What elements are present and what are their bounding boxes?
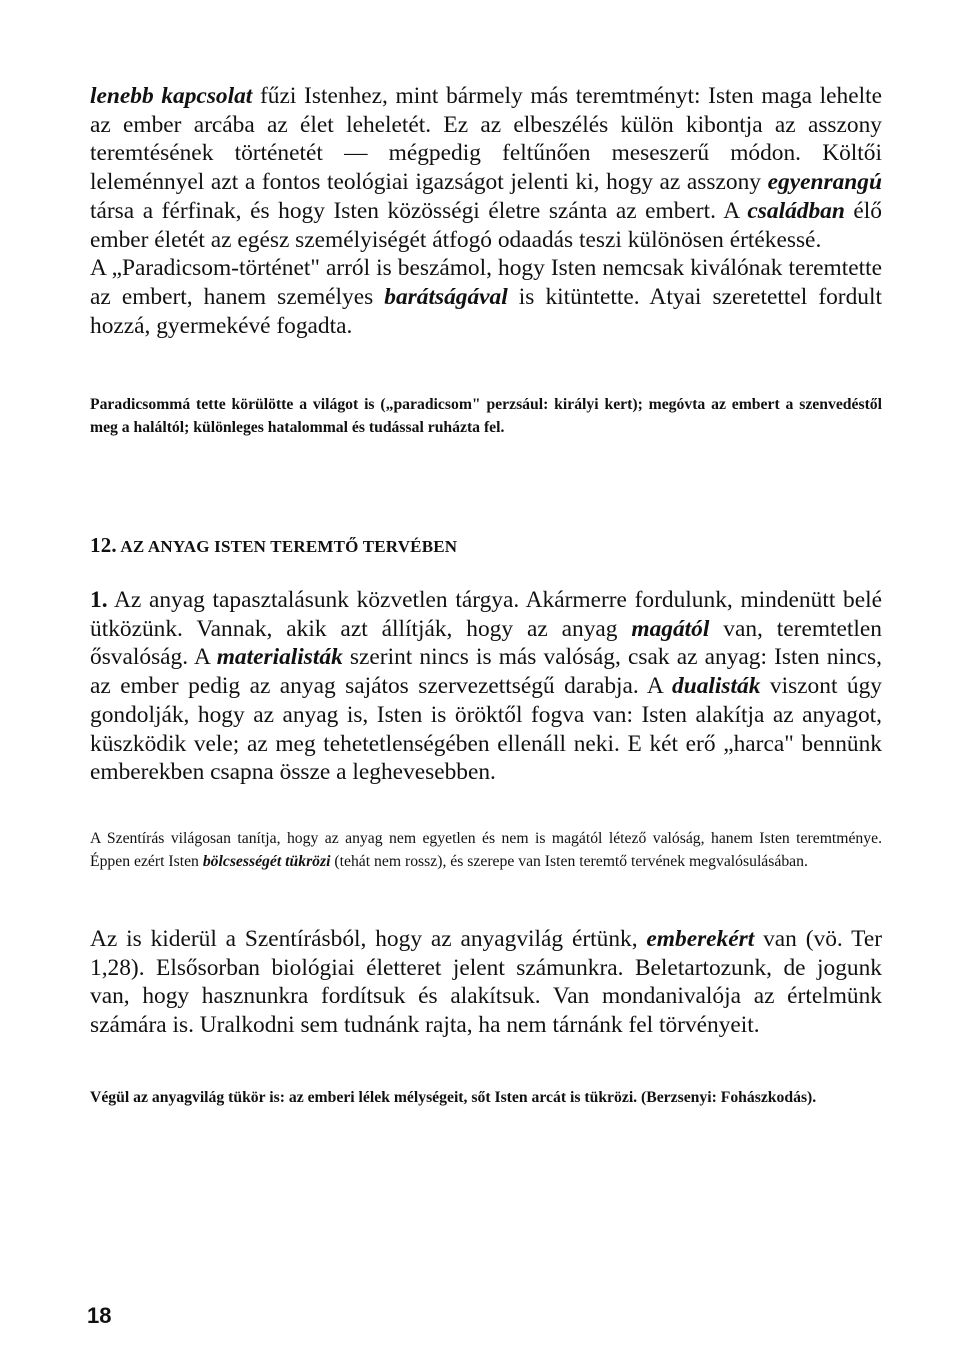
section-number: 12. — [90, 533, 117, 557]
text-run: Az anyag tapasztalásunk közvetlen tárgya. Akármerre fordulunk, mindenütt belé ütközünk. Vannak, akik azt állítják, hogy az anyag — [90, 587, 882, 642]
italic-phrase: magától — [631, 615, 710, 642]
italic-phrase: barátságával — [384, 283, 508, 310]
text-run: A Szentírás világosan tanítja, hogy az anyag nem egyetlen és nem is magától létező valóság, hanem Isten teremtménye. Éppen ezért Isten — [90, 830, 882, 870]
italic-phrase: dualisták — [672, 673, 761, 700]
text-run: élő ember életét az egész személyiségét átfogó odaadás teszi különösen értékessé. — [90, 197, 882, 253]
text-run: (tehát nem rossz), és szerepe van Isten teremtő tervének megvalósulásában. — [330, 852, 808, 870]
text-run: is kitüntette. Atyai szeretettel fordult hozzá, gyermekévé fogadta. — [90, 283, 882, 339]
text-block-1 — [90, 82, 882, 340]
text-block-3 — [90, 925, 882, 1040]
italic-phrase: családban — [747, 197, 845, 224]
text-run: van (vö. Ter 1,28). Elsősorban biológiai életteret jelent számunkra. Beletartozunk, de jogunk van, hogy hasznunkra fordítsuk és alakítsuk. Van mondanivalója az értelmünk számára is. Uralkodni sem tudnánk rajta, ha nem tárnánk fel törvényeit. — [90, 926, 883, 1039]
text-block-2 — [90, 586, 882, 787]
text-run: szerint nincs is más valóság, csak az anyag: Isten nincs, az ember pedig az anyag sajátos szervezettségű darabja. A — [90, 644, 882, 700]
text-run: fűzi Istenhez, mint bármely más teremtményt: Isten maga lehelte az ember arcába az élet leheletét. Ez az elbeszélés külön kibontja az asszony teremtésének történetét — mégpedig feltűnően meseszerű módon. Költői leleménnyel azt a fontos teológiai igazságot jelenti ki, hogy az asszony — [90, 83, 883, 196]
note-paragraph-3 — [90, 1087, 882, 1110]
italic-phrase: bölcsességét tükrözi — [202, 852, 331, 870]
text-run: viszont úgy gondolják, hogy az anyag is, Isten is öröktől fogva van: Isten alakítja az anyagot, küszködik vele; az meg tehetetlenségében ellenáll neki. E két erő „harca" bennünk emberekben csapna össze a leghevesebben. — [90, 673, 882, 786]
footnote-block-1 — [90, 394, 882, 439]
note-paragraph-1 — [90, 394, 882, 439]
text-run: 1. — [90, 587, 108, 613]
note-paragraph-2 — [90, 828, 882, 873]
body-paragraph-4 — [90, 925, 882, 1040]
footnote-block-2 — [90, 828, 882, 873]
page-number: 18 — [87, 1303, 112, 1328]
italic-phrase: lenebb kapcsolat — [90, 83, 253, 109]
italic-phrase: egyenrangú — [767, 169, 882, 196]
text-run: A „Paradicsom-történet" arról is beszámol, hogy Isten nemcsak kiválónak teremtette az embert, hanem személyes — [90, 255, 882, 310]
text-run: társa a férfinak, és hogy Isten közösségi életre szánta az embert. A — [90, 197, 748, 224]
section-heading — [90, 533, 457, 558]
body-paragraph-1 — [90, 82, 882, 254]
text-run: Végül az anyagvilág tükör is: az emberi lélek mélységeit, sőt Isten arcát is tükrözi. (Berzsenyi: Fohászkodás). — [90, 1089, 817, 1106]
footnote-block-3 — [90, 1087, 882, 1110]
italic-phrase: emberekért — [646, 926, 755, 952]
text-run: Paradicsommá tette körülötte a világot is („paradicsom" perzsául: királyi kert); megóvta az embert a szenvedéstől meg a haláltól; különleges hatalommal és tudással ruházta fel. — [90, 396, 882, 436]
body-paragraph-3 — [90, 586, 882, 787]
text-run: Az is kiderül a Szentírásból, hogy az anyagvilág értünk, — [90, 926, 647, 952]
text-run: van, teremtetlen ősvalóság. A — [90, 615, 882, 671]
section-title: AZ ANYAG ISTEN TEREMTŐ TERVÉBEN — [120, 537, 458, 556]
italic-phrase: materialisták — [216, 644, 343, 671]
body-paragraph-2 — [90, 254, 882, 340]
